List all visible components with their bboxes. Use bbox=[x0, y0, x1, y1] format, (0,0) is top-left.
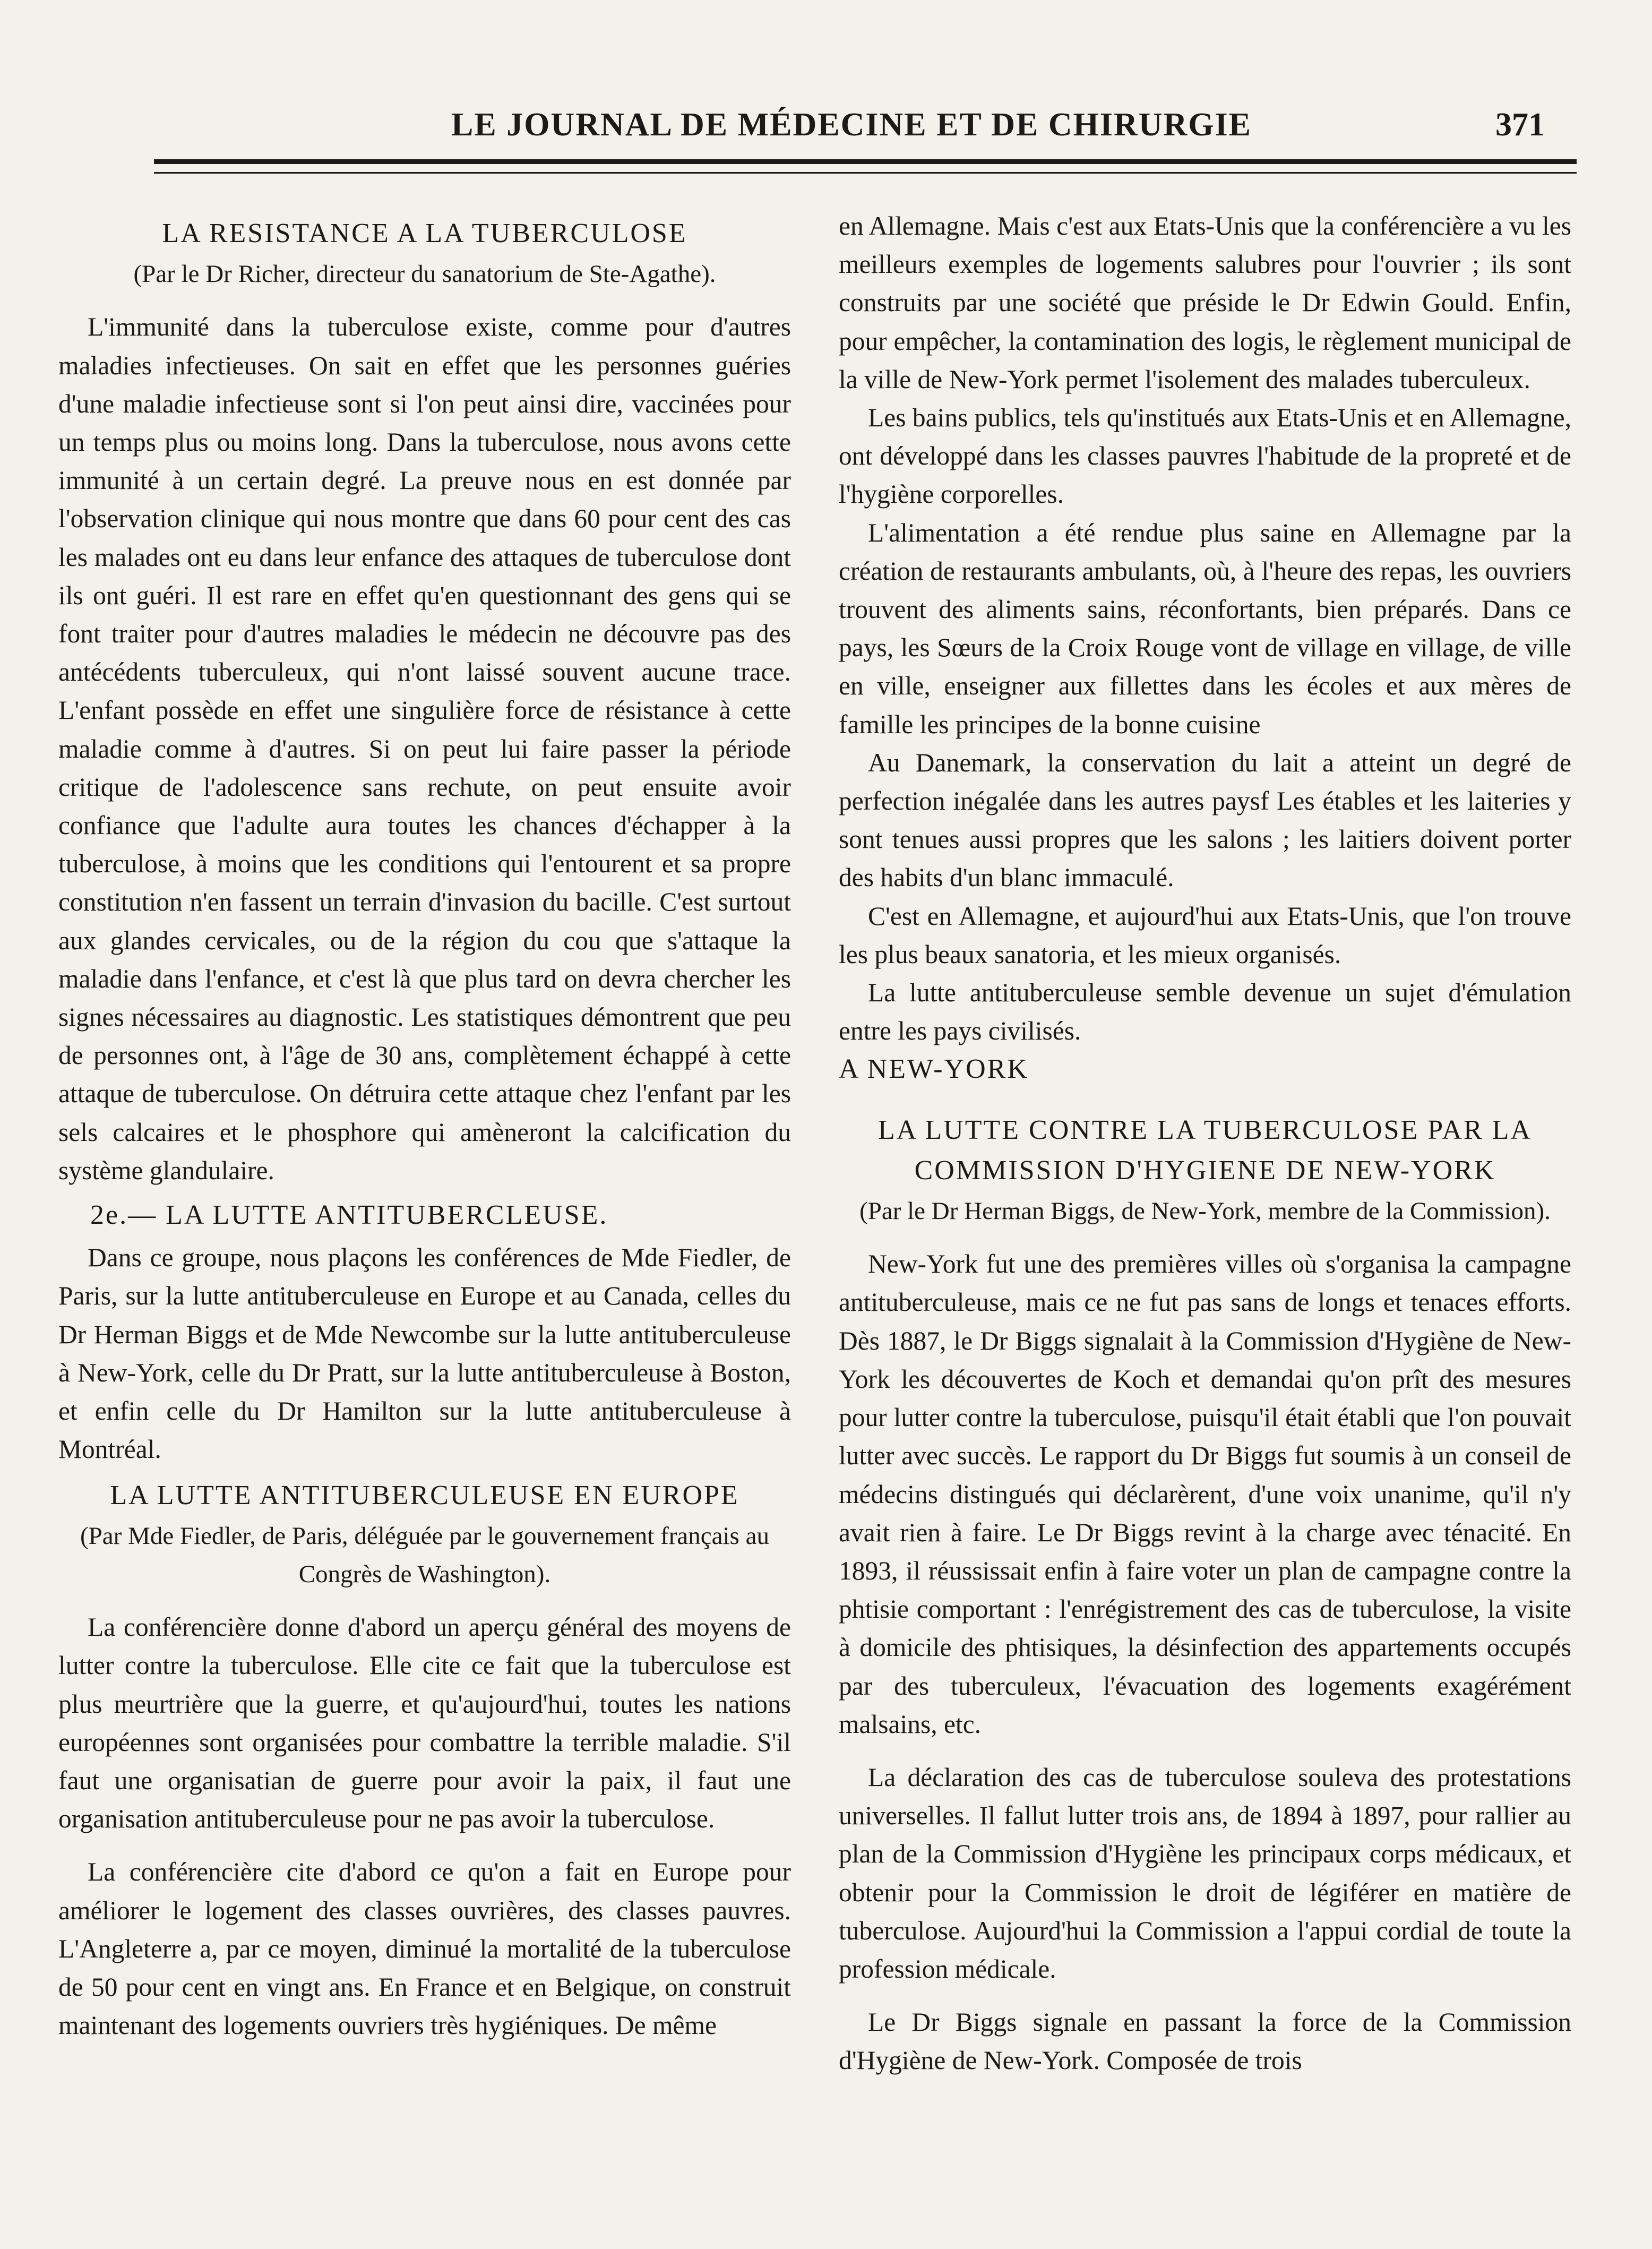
header-rule-thick bbox=[154, 159, 1577, 164]
article-byline-fiedler: (Par Mde Fiedler, de Paris, déléguée par le gouvernement français au Congrès de Washington). bbox=[80, 1522, 769, 1588]
left-column bbox=[58, 207, 791, 2140]
paragraph: La déclaration des cas de tuberculose souleva des protestations universelles. Il fallut lutter trois ans, de 1894 à 1897, pour rallier au plan de la Commission d'Hygiène les principaux corps médicaux, et obtenir pour la Commission le droit de légiférer en matière de tuberculose. Aujourd'hui la Commission a l'appui cordial de toute la profession médicale. bbox=[839, 1762, 1571, 1984]
section-label-new-york: A NEW-YORK bbox=[839, 1054, 1029, 1085]
paragraph: L'alimentation a été rendue plus saine en Allemagne par la création de restaurants ambulants, où, à l'heure des repas, les ouvriers trouvent des aliments sains, réconfortants, bien préparés. Dans ce pays, les Sœurs de la Croix Rouge vont de village en village, de ville en ville, enseigner aux fillettes dans les écoles et aux mères de famille les principes de la bonne cuisine bbox=[839, 518, 1571, 739]
paragraph: New-York fut une des premières villes où s'organisa la campagne antituberculeuse, mais ce ne fut pas sans de longs et tenaces efforts. Dès 1887, le Dr Biggs signalait à la Commission d'Hygiène de New-York les découvertes de Koch et demandai qu'on prît des mesures pour lutter contre la tuberculose, puisqu'il était établi que l'on pouvait lutter avec succès. Le rapport du Dr Biggs fut soumis à un conseil de médecins distingués qui déclarèrent, d'une voix unanime, qu'il n'y avait rien à faire. Le Dr Biggs revint à la charge avec ténacité. En 1893, il réussissait enfin à faire voter un plan de campagne contre la phtisie comportant : l'enrégistrement des cas de tuberculose, la visite à domicile des phtisiques, la désinfection des appartements occupés par des tuberculeux, l'évacuation des logements exagérément malsains, etc. bbox=[839, 1249, 1571, 1739]
article-byline-biggs: (Par le Dr Herman Biggs, de New-York, membre de la Commission). bbox=[859, 1197, 1551, 1225]
paragraph: La conférencière donne d'abord un aperçu général des moyens de lutter contre la tuberculose. Elle cite ce fait que la tuberculose est plus meurtrière que la guerre, et qu'aujourd'hui, toutes les nations européennes sont organisées pour combattre la terrible maladie. S'il faut une organisatian de guerre pour avoir la paix, il faut une organisation antituberculeuse pour ne pas avoir la tuberculose. bbox=[58, 1612, 791, 1834]
journal-title: LE JOURNAL DE MÉDECINE ET DE CHIRURGIE bbox=[451, 107, 1252, 143]
page-header bbox=[154, 101, 1577, 149]
article-title-new-york-line1: LA LUTTE CONTRE LA TUBERCULOSE PAR LA bbox=[878, 1114, 1532, 1145]
paragraph: La conférencière cite d'abord ce qu'on a fait en Europe pour améliorer le logement des classes ouvrières, des classes pauvres. L'Angleterre a, par ce moyen, diminué la mortalité de la tuberculose de 50 pour cent en vingt ans. En France et en Belgique, on construit maintenant des logements ouvriers très hygiéniques. De même bbox=[58, 1857, 791, 2040]
paragraph: L'immunité dans la tuberculose existe, comme pour d'autres maladies infectieuses. On sait en effet que les personnes guéries d'une maladie infectieuse sont si l'on peut ainsi dire, vaccinées pour un temps plus ou moins long. Dans la tuberculose, nous avons cette immunité à un certain degré. La preuve nous en est donnée par l'observation clinique qui nous montre que dans 60 pour cent des cas les malades ont eu dans leur enfance des attaques de tuberculose dont ils ont guéri. Il est rare en effet qu'en questionnant des gens qui se font traiter pour d'autres maladies le médecin ne découvre pas des antécédents tuberculeux, qui n'ont laissé souvent aucune trace. L'enfant possède en effet une singulière force de résistance à cette maladie comme à d'autres. Si on peut lui faire passer la période critique de l'adolescence sans rechute, on peut ensuite avoir confiance que l'adulte aura toutes les chances d'échapper à la tuberculose, à moins que les conditions qui l'entourent et sa propre constitution n'en fassent un terrain d'invasion du bacille. C'est surtout aux glandes cervicales, ou de la région du cou que s'attaque la maladie dans l'enfance, et c'est là que plus tard on devra chercher les signes nécessaires au diagnostic. Les statistiques démontrent que peu de personnes ont, à l'âge de 30 ans, complètement échappé à cette attaque de tuberculose. On détruira cette attaque chez l'enfant par les sels calcaires et le phosphore qui amèneront la calcification du système glandulaire. bbox=[58, 312, 791, 1185]
paragraph: C'est en Allemagne, et aujourd'hui aux Etats-Unis, que l'on trouve les plus beaux sanatoria, et les mieux organisés. bbox=[839, 901, 1571, 969]
article-title-resistance: LA RESISTANCE A LA TUBERCULOSE bbox=[162, 218, 687, 248]
page-number: 371 bbox=[1495, 107, 1545, 143]
article-title-europe: LA LUTTE ANTITUBERCULEUSE EN EUROPE bbox=[110, 1480, 739, 1510]
article-byline-richer: (Par le Dr Richer, directeur du sanatorium de Ste-Agathe). bbox=[133, 260, 716, 288]
article-title-new-york-line2: COMMISSION D'HYGIENE DE NEW-YORK bbox=[914, 1155, 1496, 1186]
section-heading-lutte: 2e.— LA LUTTE ANTITUBERCLEUSE. bbox=[90, 1200, 608, 1231]
paragraph: en Allemagne. Mais c'est aux Etats-Unis que la conférencière a vu les meilleurs exemples de logements salubres pour l'ouvrier ; ils sont construits par une société que préside le Dr Edwin Gould. Enfin, pour empêcher, la contamination des logis, le règlement municipal de la ville de New-York permet l'isolement des malades tuberculeux. bbox=[839, 211, 1571, 394]
right-column bbox=[839, 207, 1571, 2140]
paragraph: Dans ce groupe, nous plaçons les conférences de Mde Fiedler, de Paris, sur la lutte antituberculeuse en Europe et au Canada, celles du Dr Herman Biggs et de Mde Newcombe sur la lutte antituberculeuse à New-York, celle du Dr Pratt, sur la lutte antituberculeuse à Boston, et enfin celle du Dr Hamilton sur la lutte antituberculeuse à Montréal. bbox=[58, 1243, 791, 1464]
paragraph: Les bains publics, tels qu'institués aux Etats-Unis et en Allemagne, ont développé dans les classes pauvres l'habitude de la propreté et de l'hygiène corporelles. bbox=[839, 403, 1571, 509]
paragraph: Au Danemark, la conservation du lait a atteint un degré de perfection inégalée dans les autres paysf Les étables et les laiteries y sont tenues aussi propres que les salons ; les laitiers doivent porter des habits d'un blanc immaculé. bbox=[839, 748, 1571, 892]
paragraph: Le Dr Biggs signale en passant la force de la Commission d'Hygiène de New-York. Composée de trois bbox=[839, 2007, 1571, 2075]
header-rule-thin bbox=[154, 172, 1577, 174]
paragraph: La lutte antituberculeuse semble devenue un sujet d'émulation entre les pays civilisés. bbox=[839, 978, 1571, 1046]
